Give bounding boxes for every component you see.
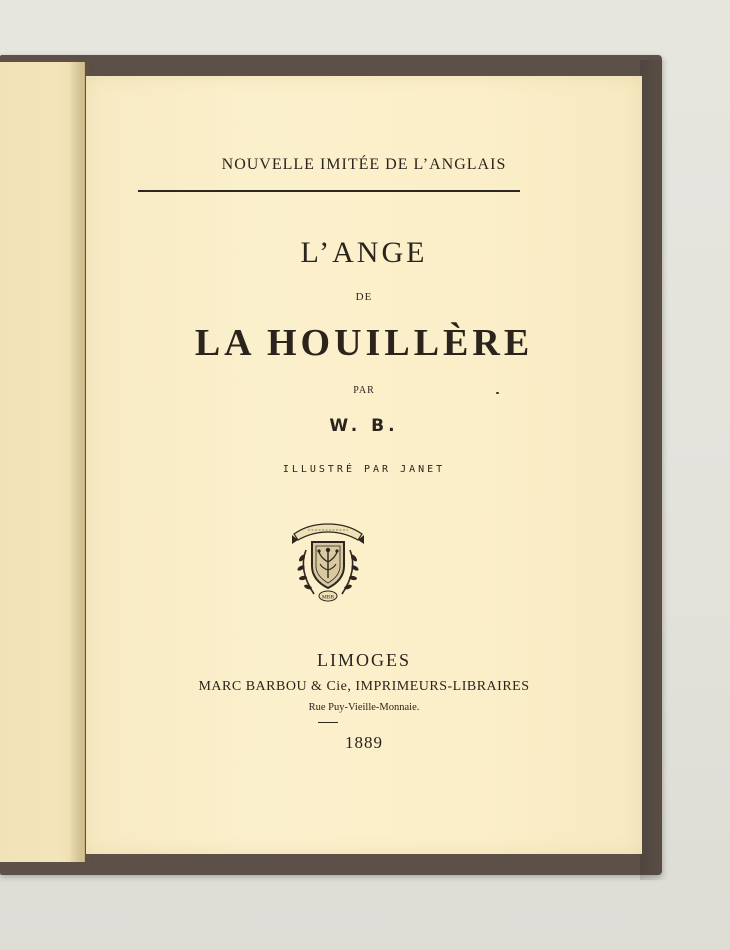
publisher: MARC BARBOU & Cie, IMPRIMEURS-LIBRAIRES <box>198 679 530 694</box>
author-initials: W. B. <box>329 416 399 436</box>
cover-shadow <box>640 60 670 880</box>
title-page <box>86 76 642 854</box>
series-rule <box>138 190 520 192</box>
series-line: NOUVELLE IMITÉE DE L’ANGLAIS <box>221 156 507 173</box>
publisher-address: Rue Puy-Vieille-Monnaie. <box>308 702 420 713</box>
crest-monogram: MBB <box>321 594 335 601</box>
date-rule <box>318 722 338 723</box>
paper-speck <box>496 392 499 394</box>
illustrator-line: ILLUSTRÉ PAR JANET <box>282 464 446 475</box>
title-line-1: L’ANGE <box>300 236 428 269</box>
by-label: PAR <box>353 385 375 396</box>
city: LIMOGES <box>317 650 411 670</box>
title-de: DE <box>355 291 373 303</box>
title-line-2: LA HOUILLÈRE <box>194 322 534 364</box>
publisher-crest-icon <box>288 514 368 606</box>
publication-year: 1889 <box>345 733 383 752</box>
